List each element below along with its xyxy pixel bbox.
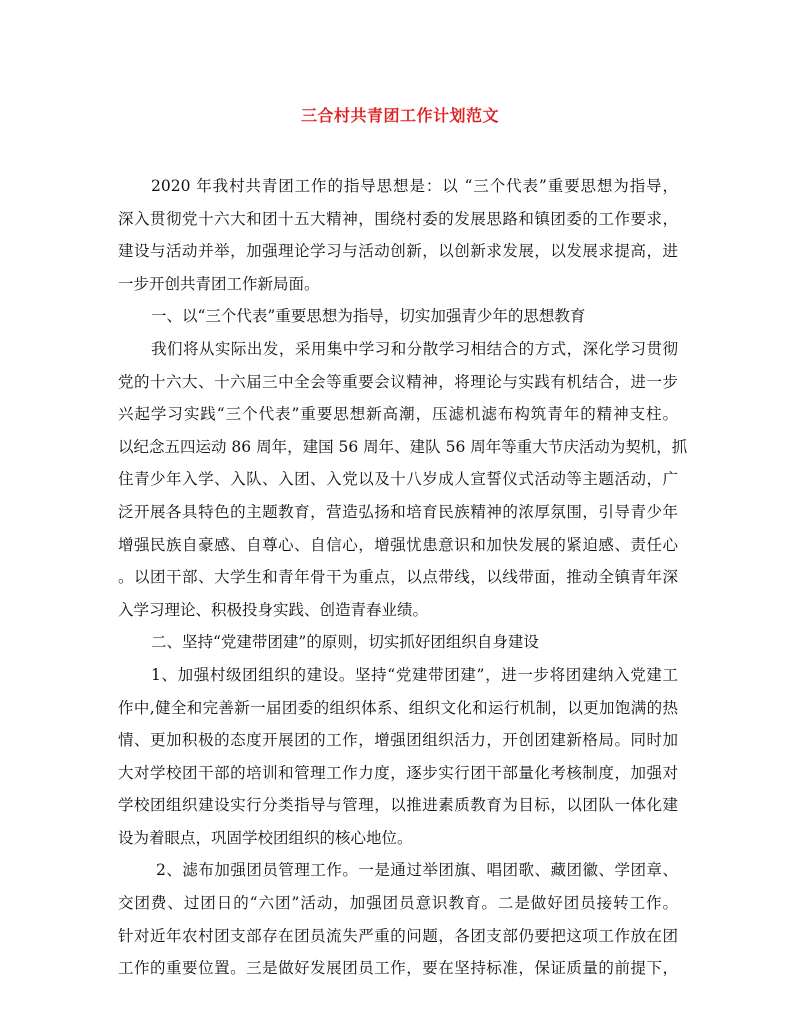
- text-line: 以纪念五四运动 86 周年，建国 56 周年、建队 56 周年等重大节庆活动为契机，抓: [118, 437, 688, 456]
- text-line: 泛开展各具特色的主题教育，营造弘扬和培育民族精神的浓厚氛围，引导青少年: [118, 502, 678, 521]
- text-line: 针对近年农村团支部存在团员流失严重的问题，各团支部仍要把这项工作放在团: [118, 926, 678, 945]
- document-body: [118, 170, 688, 985]
- text-line: 住青少年入学、入队、入团、入党以及十八岁成人宣誓仪式活动等主题活动，广: [118, 470, 678, 489]
- text-line: 工作的重要位置。三是做好发展团员工作，要在坚持标准，保证质量的前提下，: [118, 959, 678, 978]
- text-line: 深入贯彻党十六大和团十五大精神，围绕村委的发展思路和镇团委的工作要求，: [118, 209, 678, 228]
- section-heading-2: [118, 626, 678, 659]
- paragraph-village-organization: [118, 659, 678, 855]
- paragraph-member-management: [118, 854, 678, 984]
- text-line: 兴起学习实践“三个代表”重要思想新高潮，压滤机滤布构筑青年的精神支柱。: [118, 405, 678, 424]
- text-line: 作中,健全和完善新一届团委的组织体系、组织文化和运行机制，以更加饱满的热: [118, 698, 678, 717]
- text-line: 设为着眼点，巩固学校团组织的核心地位。: [118, 828, 413, 847]
- document-title: 三合村共青团工作计划范文: [300, 106, 499, 125]
- paragraph-ideological-education: [118, 333, 688, 626]
- text-line: 1、加强村级团组织的建设。坚持“党建带团建”，进一步将团建纳入党建工: [151, 665, 678, 684]
- text-line: 入学习理论、积极投身实践、创造青春业绩。: [118, 600, 429, 619]
- text-line: 交团费、过团日的“六团”活动，加强团员意识教育。二是做好团员接转工作。: [118, 894, 678, 913]
- text-line: 学校团组织建设实行分类指导与管理，以推进素质教育为目标，以团队一体化建: [118, 796, 678, 815]
- text-line: 情、更加积极的态度开展团的工作，增强团组织活力，开创团建新格局。同时加: [118, 731, 678, 750]
- text-line: 增强民族自豪感、自尊心、自信心，增强忧患意识和加快发展的紧迫感、责任心: [118, 535, 678, 554]
- text-line: 二、坚持“党建带团建”的原则，切实抓好团组织自身建设: [151, 633, 539, 652]
- text-line: 党的十六大、十六届三中全会等重要会议精神，将理论与实践有机结合，进一步: [118, 372, 678, 391]
- text-line: 大对学校团干部的培训和管理工作力度，逐步实行团干部量化考核制度，加强对: [118, 763, 678, 782]
- text-line: 一、以“三个代表”重要思想为指导，切实加强青少年的思想教育: [151, 307, 586, 326]
- text-line: 我们将从实际出发，采用集中学习和分散学习相结合的方式，深化学习贯彻: [151, 339, 678, 358]
- text-line: 。以团干部、大学生和青年骨干为重点，以点带线，以线带面，推动全镇青年深: [118, 568, 678, 587]
- text-line: 一步开创共青团工作新局面。: [118, 274, 320, 293]
- text-line: 2、滤布加强团员管理工作。一是通过举团旗、唱团歌、藏团徽、学团章、: [156, 861, 678, 880]
- paragraph-guiding-ideology: [118, 170, 678, 300]
- text-line: 建设与活动并举，加强理论学习与活动创新，以创新求发展，以发展求提高，进: [118, 242, 678, 261]
- section-heading-1: [118, 300, 678, 333]
- text-line: 2020 年我村共青团工作的指导思想是：以 “三个代表”重要思想为指导，: [151, 177, 678, 195]
